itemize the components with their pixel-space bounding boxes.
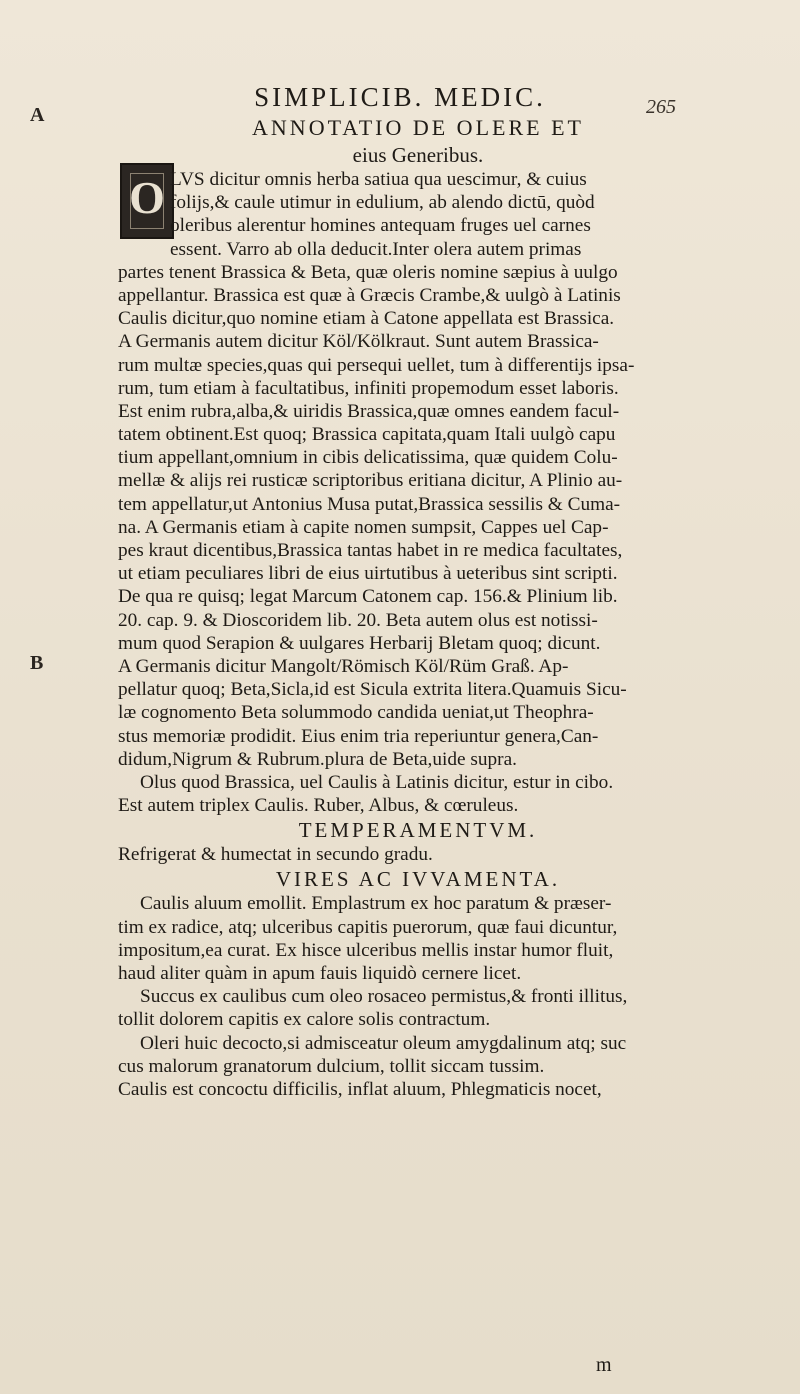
vires-line: Oleri huic decocto,si admisceatur oleum amygdalinum atq; suc [140, 1032, 627, 1054]
vires-line: Caulis est concoctu difficilis, inflat aluum, Phlegmaticis nocet, [118, 1078, 602, 1100]
body-line: mellæ & alijs rei rusticæ scriptoribus eritiana dicitur, A Plinio au- [118, 470, 623, 492]
vires-line: tim ex radice, atq; ulceribus capitis puerorum, quæ faui dicuntur, [118, 916, 618, 938]
body-line: LVS dicitur omnis herba satiua qua uescimur, & cuius [170, 169, 587, 190]
body-line: A Germanis autem dicitur Köl/Kölkraut. Sunt autem Brassica- [118, 331, 599, 353]
body-line: rum multæ species,quas qui persequi uellet, tum à differentijs ipsa- [118, 354, 635, 376]
body-line: pes kraut dicentibus,Brassica tantas habet in re medica facultates, [118, 540, 623, 561]
vires-line: tollit dolorem capitis ex calore solis contractum. [118, 1009, 491, 1031]
chapter-subtitle: eius Generibus. [352, 143, 484, 167]
body-line: rum, tum etiam à facultatibus, infiniti propemodum esset laboris. [118, 377, 619, 399]
body-line: stus memoriæ prodidit. Eius enim tria reperiuntur genera,Can- [118, 725, 599, 747]
folio-number: 265 [646, 96, 676, 118]
running-head: SIMPLICIB. MEDIC. [254, 82, 546, 112]
body-line: Caulis dicitur,quo nomine etiam à Catone appellata est Brassica. [118, 308, 615, 330]
vires-line: impositum,ea curat. Ex hisce ulceribus mellis instar humor fluit, [118, 939, 614, 961]
body-text [118, 168, 718, 817]
temperamentum-line: Refrigerat & humectat in secundo gradu. [118, 844, 433, 866]
text-block [118, 112, 718, 1101]
body-line: 20. cap. 9. & Dioscoridem lib. 20. Beta autem olus est notissi- [118, 609, 598, 631]
body-line: Olus quod Brassica, uel Caulis à Latinis dicitur, estur in cibo. [140, 771, 614, 793]
body-line: tium appellant,omnium in cibis delicatissima, quæ quidem Colu- [118, 447, 618, 469]
body-line: na. A Germanis etiam à capite nomen sumpsit, Cappes uel Cap- [118, 516, 609, 538]
chapter-title: ANNOTATIO DE OLERE ET [252, 115, 584, 140]
body-line: partes tenent Brassica & Beta, quæ oleris nomine sæpius à uulgo [118, 261, 618, 283]
drop-cap-letter: O [129, 172, 165, 223]
body-line: A Germanis dicitur Mangolt/Römisch Köl/Rüm Graß. Ap- [118, 655, 569, 677]
body-line: Est autem triplex Caulis. Ruber, Albus, & cœruleus. [118, 795, 519, 817]
body-line: Est enim rubra,alba,& uiridis Brassica,quæ omnes eandem facul- [118, 400, 620, 422]
body-line: De qua re quisq; legat Marcum Catonem cap. 156.& Plinium lib. [118, 586, 618, 608]
body-line: pellatur quoq; Beta,Sicla,id est Sicula extrita litera.Quamuis Sicu- [118, 679, 627, 701]
temperamentum-heading: TEMPERAMENTVM. [298, 818, 538, 843]
vires-text [118, 892, 718, 1101]
vires-line: Caulis aluum emollit. Emplastrum ex hoc paratum & præser- [140, 893, 612, 915]
margin-letter-a: A [30, 104, 45, 126]
body-line: didum,Nigrum & Rubrum.plura de Beta,uide supra. [118, 748, 517, 770]
body-line: folijs,& caule utimur in edulium, ab alendo dictū, quòd [170, 192, 595, 214]
body-line: essent. Varro ab olla deducit.Inter olera autem primas [170, 238, 582, 260]
vires-heading: VIRES AC IVVAMENTA. [275, 867, 561, 892]
vires-line: haud aliter quàm in apum fauis liquidò cernere licet. [118, 963, 522, 984]
body-line: læ cognomento Beta solummodo candida ueniat,ut Theophra- [118, 702, 594, 724]
body-line: tatem obtinent.Est quoq; Brassica capitata,quam Itali uulgò capu [118, 424, 616, 446]
body-line: oleribus alerentur homines antequam fruges uel carnes [170, 215, 591, 237]
signature-mark: m [596, 1354, 612, 1376]
margin-letter-b: B [30, 652, 44, 674]
body-line: appellantur. Brassica est quæ à Græcis Crambe,& uulgò à Latinis [118, 284, 621, 306]
body-line: ut etiam peculiares libri de eius uirtutibus à ueteribus sint scripti. [118, 563, 618, 585]
body-line: tem appellatur,ut Antonius Musa putat,Brassica sessilis & Cuma- [118, 493, 621, 515]
vires-line: Succus ex caulibus cum oleo rosaceo permistus,& fronti illitus, [140, 986, 628, 1008]
body-line: mum quod Serapion & uulgares Herbarij Bletam quoq; dicunt. [118, 632, 601, 654]
vires-line: cus malorum granatorum dulcium, tollit siccam tussim. [118, 1055, 545, 1077]
